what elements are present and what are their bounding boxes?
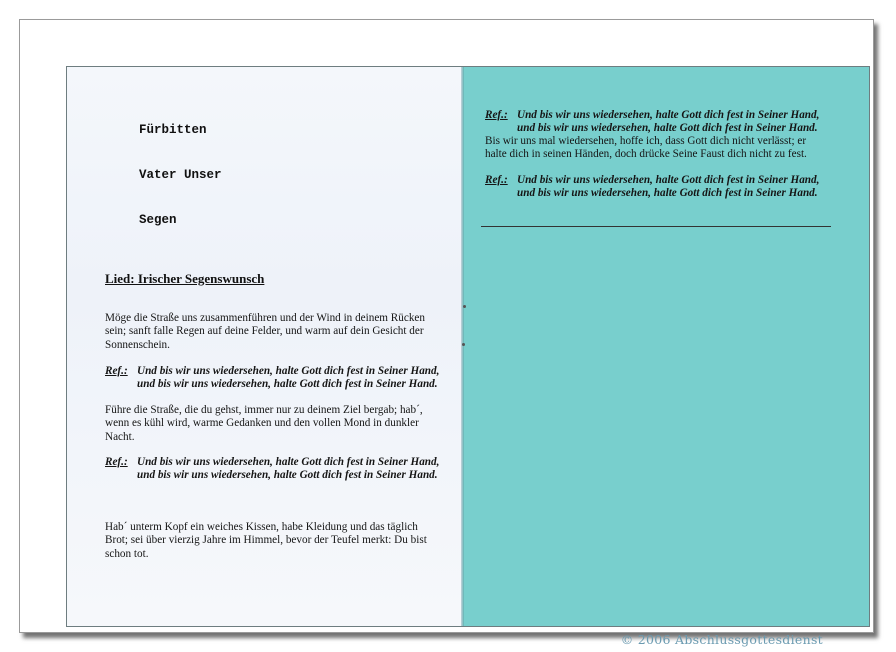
refrain-label: Ref.: (485, 109, 508, 121)
refrain-line: Und bis wir uns wiedersehen, halte Gott dich fest in Seiner Hand, (517, 109, 820, 121)
verse-4 (485, 135, 807, 162)
scanned-booklet (66, 66, 870, 627)
verse-2-line: Führe die Straße, die du gehst, immer nur zu deinem Ziel bergab; hab´, (105, 404, 423, 416)
photo-frame (19, 19, 874, 647)
refrain-2 (105, 456, 455, 484)
refrain-label: Ref.: (105, 456, 128, 468)
refrain-label: Ref.: (485, 174, 508, 186)
verse-1-line: Sonnenschein. (105, 338, 170, 351)
refrain-3 (485, 109, 855, 137)
refrain-line: und bis wir uns wiedersehen, halte Gott dich fest in Seiner Hand. (137, 469, 438, 481)
refrain-line: Und bis wir uns wiedersehen, halte Gott dich fest in Seiner Hand, (137, 365, 440, 377)
verse-1-line: Möge die Straße uns zusammenführen und der Wind in deinem Rücken (105, 312, 425, 324)
verse-1-line: sein; sanft falle Regen auf deine Felder, und warm auf dein Gesicht der (105, 325, 424, 338)
refrain-line: und bis wir uns wiedersehen, halte Gott dich fest in Seiner Hand. (137, 378, 438, 390)
copyright-notice: © 2006 Abschlussgottesdienst (620, 632, 823, 647)
verse-3-line: schon tot. (105, 547, 149, 560)
verse-4-line: halte dich in seinen Händen, doch drücke Seine Faust dich nicht zu fest. (485, 148, 807, 161)
item-vater-unser: Vater Unser (139, 168, 222, 182)
verse-3-line: Hab´ unterm Kopf ein weiches Kissen, habe Kleidung und das täglich (105, 521, 418, 533)
verse-2-line: Nacht. (105, 430, 135, 443)
verse-2 (105, 404, 423, 444)
item-segen: Segen (139, 213, 177, 227)
refrain-line: Und bis wir uns wiedersehen, halte Gott dich fest in Seiner Hand, (137, 456, 440, 468)
refrain-label: Ref.: (105, 365, 128, 377)
verse-4-line: Bis wir uns mal wiedersehen, hoffe ich, dass Gott dich nicht verlässt; er (485, 135, 807, 147)
item-fuerbitten: Fürbitten (139, 123, 207, 137)
verse-3 (105, 521, 427, 561)
verse-3-line: Brot; sei über vierzig Jahre im Himmel, bevor der Teufel merkt: Du bist (105, 534, 427, 547)
refrain-line: Und bis wir uns wiedersehen, halte Gott dich fest in Seiner Hand, (517, 174, 820, 186)
refrain-line: und bis wir uns wiedersehen, halte Gott dich fest in Seiner Hand. (517, 187, 818, 199)
refrain-line: und bis wir uns wiedersehen, halte Gott dich fest in Seiner Hand. (517, 122, 818, 134)
staple-mark (462, 343, 465, 346)
verse-1 (105, 312, 425, 352)
staple-mark (463, 305, 466, 308)
refrain-1 (105, 365, 455, 393)
page-fold (461, 67, 464, 626)
divider-line (481, 226, 831, 227)
refrain-4 (485, 174, 855, 202)
verse-2-line: wenn es kühl wird, warme Gedanken und den vollen Mond in dunkler (105, 417, 419, 430)
song-title: Lied: Irischer Segenswunsch (105, 271, 265, 286)
left-page (67, 67, 463, 626)
